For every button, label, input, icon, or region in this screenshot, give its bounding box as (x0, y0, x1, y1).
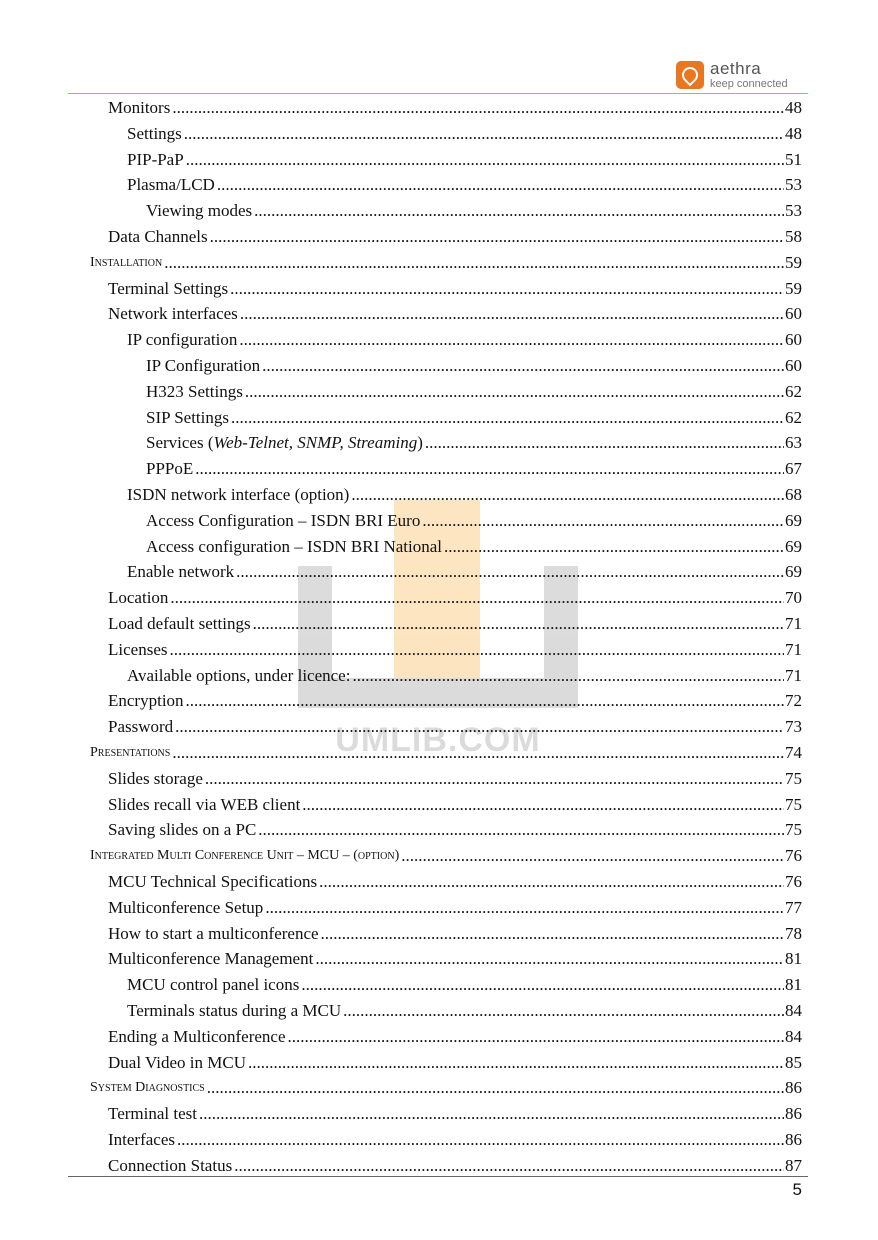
toc-entry[interactable] (0, 534, 878, 560)
toc-entry-label: System Diagnostics (90, 1080, 205, 1096)
toc-entry[interactable] (0, 559, 878, 585)
toc-leader-dots (239, 327, 784, 353)
toc-entry-label: Load default settings (108, 614, 251, 633)
toc-leader-dots (184, 121, 784, 147)
toc-entry-label: IP Configuration (146, 356, 261, 375)
toc-entry[interactable] (0, 1127, 878, 1153)
toc-leader-dots (422, 508, 784, 534)
toc-entry-page: 81 (785, 975, 802, 995)
toc-leader-dots (253, 611, 784, 637)
toc-entry[interactable] (0, 301, 878, 327)
toc-entry-label: MCU control panel icons (127, 975, 300, 995)
toc-entry[interactable] (0, 766, 878, 792)
toc-leader-dots (254, 198, 784, 224)
toc-entry[interactable] (0, 1024, 878, 1050)
toc-leader-dots (170, 585, 784, 611)
watermark-text: UMLIB.COM (335, 721, 541, 759)
toc-entry[interactable] (0, 224, 878, 250)
toc-entry-page: 69 (785, 536, 802, 556)
toc-entry[interactable] (0, 353, 878, 379)
toc-entry[interactable] (0, 327, 878, 353)
toc-leader-dots (351, 482, 784, 508)
toc-leader-dots (258, 817, 784, 843)
toc-entry[interactable] (0, 972, 878, 998)
toc-entry-label: Connection Status (108, 1155, 233, 1175)
toc-entry-label: Monitors (108, 98, 171, 117)
header-rule (68, 93, 808, 94)
toc-entry[interactable] (0, 637, 878, 663)
toc-entry-label-italic: Web-Telnet, SNMP, Streaming (213, 433, 418, 453)
toc-entry[interactable] (0, 946, 878, 972)
toc-entry[interactable] (0, 147, 878, 173)
toc-leader-dots (177, 1127, 784, 1153)
toc-leader-dots (234, 1153, 784, 1179)
toc-entry-page: 84 (785, 1001, 802, 1020)
toc-entry-label: Access configuration – ISDN BRI National (146, 536, 443, 556)
aethra-logo-icon (676, 61, 704, 89)
toc-entry[interactable] (0, 172, 878, 198)
toc-entry-label: IP configuration (127, 330, 238, 350)
toc-leader-dots (195, 456, 784, 482)
toc-entry-label: Presentations (90, 745, 171, 760)
toc-leader-dots (352, 663, 784, 689)
toc-entry[interactable] (0, 250, 878, 276)
toc-entry-label: H323 Settings (146, 381, 243, 401)
toc-entry-label: Location (108, 588, 169, 608)
toc-entry-page: 71 (785, 614, 802, 633)
toc-entry[interactable] (0, 585, 878, 611)
toc-entry[interactable] (0, 611, 878, 637)
toc-entry[interactable] (0, 921, 878, 947)
toc-entry-label: Terminals status during a MCU (127, 1001, 342, 1020)
toc-entry-page: 59 (785, 278, 802, 298)
toc-leader-dots (401, 843, 784, 869)
toc-leader-dots (265, 895, 784, 921)
toc-entry-page: 77 (785, 897, 802, 917)
toc-leader-dots (172, 95, 784, 121)
toc-entry[interactable] (0, 1153, 878, 1179)
toc-entry-page: 48 (785, 123, 802, 143)
toc-entry-page: 75 (785, 794, 802, 814)
toc-entry-label: Licenses (108, 639, 168, 659)
toc-entry-page: 70 (785, 588, 802, 608)
toc-entry-label: Integrated Multi Conference Unit – MCU – (option) (90, 848, 400, 864)
toc-entry-page: 73 (785, 717, 802, 737)
toc-entry-label: SIP Settings (146, 407, 229, 427)
toc-leader-dots (248, 1050, 784, 1076)
toc-entry[interactable] (0, 792, 878, 818)
toc-entry-label: Services (Web-Telnet, SNMP, Streaming) (146, 433, 423, 453)
toc-entry[interactable] (0, 663, 878, 689)
toc-entry[interactable] (0, 843, 878, 869)
toc-entry-label: Interfaces (108, 1130, 176, 1149)
toc-entry-label: Terminal test (108, 1104, 197, 1124)
toc-entry-page: 58 (785, 227, 802, 246)
toc-entry[interactable] (0, 456, 878, 482)
toc-entry-page: 76 (785, 846, 802, 866)
toc-leader-dots (207, 1075, 784, 1101)
toc-entry-page: 51 (785, 149, 802, 169)
toc-entry[interactable] (0, 95, 878, 121)
toc-entry-page: 69 (785, 562, 802, 582)
toc-entry-page: 84 (785, 1026, 802, 1046)
toc-entry-label: Slides recall via WEB client (108, 794, 301, 814)
toc-entry[interactable] (0, 430, 878, 456)
toc-leader-dots (199, 1101, 784, 1127)
toc-entry-page: 63 (785, 433, 802, 453)
toc-entry-label: Terminal Settings (108, 278, 229, 298)
toc-entry-label: Encryption (108, 691, 184, 711)
toc-entry-page: 75 (785, 768, 802, 788)
toc-entry-label: Saving slides on a PC (108, 820, 257, 840)
toc-leader-dots (186, 147, 784, 173)
toc-entry[interactable] (0, 1075, 878, 1101)
toc-leader-dots (210, 224, 784, 250)
toc-entry-page: 76 (785, 872, 802, 891)
toc-leader-dots (230, 276, 784, 302)
toc-entry[interactable] (0, 817, 878, 843)
toc-entry-page: 53 (785, 201, 802, 221)
toc-entry[interactable] (0, 895, 878, 921)
toc-leader-dots (288, 1024, 785, 1050)
logo-tagline: keep connected (710, 78, 788, 90)
toc-entry-page: 74 (785, 743, 802, 762)
toc-entry-label: ISDN network interface (option) (127, 485, 350, 504)
toc-entry[interactable] (0, 405, 878, 431)
toc-entry-page: 59 (785, 252, 802, 272)
toc-entry-page: 85 (785, 1052, 802, 1072)
toc-entry-label: MCU Technical Specifications (108, 872, 318, 891)
toc-entry-page: 67 (785, 459, 802, 479)
toc-entry-page: 75 (785, 820, 802, 840)
toc-entry-page: 86 (785, 1078, 802, 1098)
toc-entry-page: 81 (785, 949, 802, 969)
toc-entry-label: Settings (127, 123, 182, 143)
logo-text (710, 60, 788, 90)
toc-leader-dots (315, 946, 784, 972)
toc-entry-page: 62 (785, 381, 802, 401)
toc-entry-page: 60 (785, 356, 802, 375)
toc-entry[interactable] (0, 1050, 878, 1076)
toc-leader-dots (169, 637, 784, 663)
toc-entry-page: 48 (785, 98, 802, 117)
toc-entry-label: PPPoE (146, 459, 194, 479)
toc-entry-label: Multiconference Setup (108, 897, 264, 917)
toc-entry-page: 87 (785, 1155, 802, 1175)
toc-entry-label: Password (108, 717, 174, 737)
toc-leader-dots (164, 250, 784, 276)
toc-entry-label: Viewing modes (146, 201, 253, 221)
toc-entry-page: 60 (785, 304, 802, 324)
toc-leader-dots (186, 688, 784, 714)
toc-leader-dots (172, 740, 784, 766)
logo-name: aethra (710, 59, 762, 78)
toc-entry-label: Plasma/LCD (127, 175, 215, 195)
toc-entry[interactable] (0, 482, 878, 508)
toc-entry-label: Slides storage (108, 768, 203, 788)
toc-entry-page: 60 (785, 330, 802, 350)
toc-entry-label: Multiconference Management (108, 949, 314, 969)
page-number: 5 (792, 1180, 802, 1199)
toc-entry-page: 86 (785, 1104, 802, 1124)
toc-leader-dots (240, 301, 784, 327)
toc-entry-page: 71 (785, 665, 802, 685)
header-logo (676, 58, 788, 92)
toc-entry-label: Ending a Multiconference (108, 1026, 286, 1046)
toc-leader-dots (236, 559, 784, 585)
toc-leader-dots (205, 766, 784, 792)
toc-leader-dots (321, 921, 784, 947)
toc-leader-dots (301, 972, 784, 998)
toc-leader-dots (217, 172, 784, 198)
toc-entry[interactable] (0, 121, 878, 147)
toc-leader-dots (302, 792, 784, 818)
toc-entry-label: Access Configuration – ISDN BRI Euro (146, 510, 421, 530)
toc-entry-page: 69 (785, 510, 802, 530)
toc-entry-label: How to start a multiconference (108, 923, 319, 943)
toc-entry[interactable] (0, 740, 878, 766)
toc-entry[interactable] (0, 869, 878, 895)
toc-entry-label: Available options, under licence: (127, 665, 351, 685)
toc-entry[interactable] (0, 998, 878, 1024)
toc-entry[interactable] (0, 1101, 878, 1127)
toc-leader-dots (319, 869, 784, 895)
toc-entry-label: Installation (90, 254, 163, 270)
toc-leader-dots (343, 998, 784, 1024)
toc-entry-label: Enable network (127, 562, 235, 582)
toc-entry[interactable] (0, 198, 878, 224)
toc-entry-label: Dual Video in MCU (108, 1052, 246, 1072)
toc-leader-dots (231, 405, 784, 431)
toc-entry-label: Network interfaces (108, 304, 238, 324)
toc-leader-dots (262, 353, 784, 379)
toc-leader-dots (175, 714, 784, 740)
toc-entry-page: 62 (785, 407, 802, 427)
toc-entry[interactable] (0, 688, 878, 714)
toc-leader-dots (425, 430, 784, 456)
toc-entry[interactable] (0, 276, 878, 302)
toc-entry-page: 86 (785, 1130, 802, 1149)
toc-entry-label: Data Channels (108, 227, 208, 246)
toc-entry-page: 71 (785, 639, 802, 659)
toc-entry-page: 72 (785, 691, 802, 711)
toc-entry[interactable] (0, 508, 878, 534)
footer-rule (68, 1176, 808, 1177)
toc-entry-page: 53 (785, 175, 802, 195)
toc-entry[interactable] (0, 379, 878, 405)
toc-leader-dots (245, 379, 784, 405)
toc-leader-dots (444, 534, 784, 560)
toc-entry[interactable] (0, 714, 878, 740)
toc-entry-page: 68 (785, 485, 802, 504)
toc-entry-page: 78 (785, 923, 802, 943)
toc-entry-label: PIP-PaP (127, 149, 184, 169)
